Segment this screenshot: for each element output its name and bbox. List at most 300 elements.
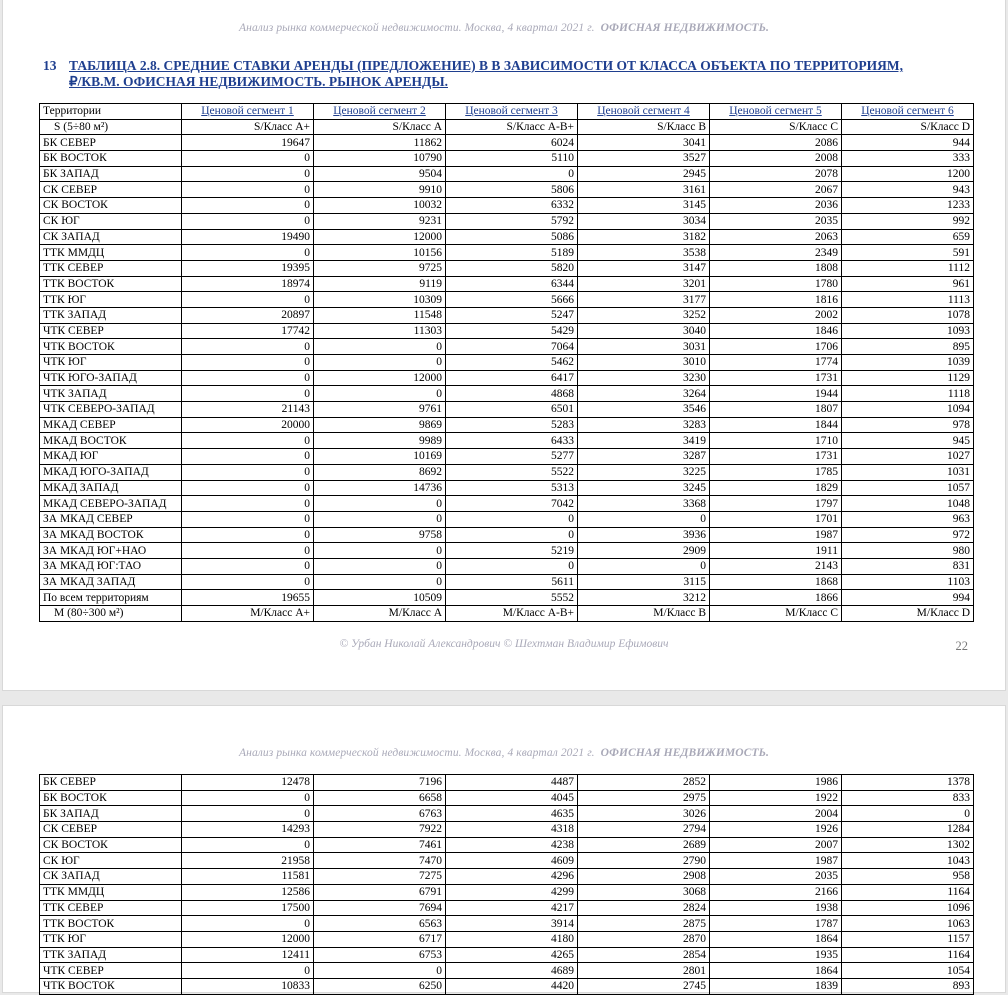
title-link[interactable] bbox=[69, 58, 903, 90]
rate-cell: 17742 bbox=[182, 323, 314, 339]
rate-cell: 0 bbox=[182, 386, 314, 402]
rate-cell: 10156 bbox=[314, 245, 446, 261]
rate-cell: 2078 bbox=[710, 166, 842, 182]
table-row bbox=[40, 417, 974, 433]
rate-cell: 4689 bbox=[446, 963, 578, 979]
rate-cell: 10169 bbox=[314, 449, 446, 465]
segment-link[interactable]: Ценовой сегмент 5 bbox=[710, 104, 842, 120]
territory-cell: ЗА МКАД ВОСТОК bbox=[40, 527, 182, 543]
territory-cell: ЧТК СЕВЕР bbox=[40, 323, 182, 339]
table-row bbox=[40, 884, 974, 900]
rate-cell: 9504 bbox=[314, 166, 446, 182]
rate-cell: 7922 bbox=[314, 822, 446, 838]
rate-cell: 7275 bbox=[314, 869, 446, 885]
class-label: S/Класс А+ bbox=[182, 119, 314, 135]
rate-cell: 1054 bbox=[842, 963, 974, 979]
rate-cell: 1926 bbox=[710, 822, 842, 838]
rate-cell: 0 bbox=[182, 355, 314, 371]
rate-cell: 1112 bbox=[842, 260, 974, 276]
rate-cell: 21958 bbox=[182, 853, 314, 869]
rate-cell: 1844 bbox=[710, 417, 842, 433]
rate-cell: 2870 bbox=[578, 931, 710, 947]
rate-cell: 12411 bbox=[182, 947, 314, 963]
rate-cell: 19395 bbox=[182, 260, 314, 276]
table-row bbox=[40, 464, 974, 480]
territory-cell: ЧТК СЕВЕРО-ЗАПАД bbox=[40, 402, 182, 418]
rate-cell: 3182 bbox=[578, 229, 710, 245]
rate-cell: 21143 bbox=[182, 402, 314, 418]
territory-cell: МКАД СЕВЕР bbox=[40, 417, 182, 433]
territory-cell: ЗА МКАД ЮГ:ТАО bbox=[40, 558, 182, 574]
rate-cell: 1706 bbox=[710, 339, 842, 355]
table-row bbox=[40, 480, 974, 496]
table-row bbox=[40, 307, 974, 323]
rate-cell: 6753 bbox=[314, 947, 446, 963]
rate-cell: 1774 bbox=[710, 355, 842, 371]
rate-cell: 0 bbox=[182, 916, 314, 932]
table-row bbox=[40, 323, 974, 339]
rate-cell: 1200 bbox=[842, 166, 974, 182]
segment-link[interactable]: Ценовой сегмент 4 bbox=[578, 104, 710, 120]
page-number: 22 bbox=[955, 639, 968, 653]
rate-cell: 2086 bbox=[710, 135, 842, 151]
footer-size-m: М (80÷300 м²) bbox=[40, 606, 182, 622]
rate-cell: 1164 bbox=[842, 947, 974, 963]
territory-cell: ТТК СЕВЕР bbox=[40, 900, 182, 916]
segment-link[interactable]: Ценовой сегмент 1 bbox=[182, 104, 314, 120]
rate-cell: 3230 bbox=[578, 370, 710, 386]
table-row bbox=[40, 790, 974, 806]
rate-cell: 2875 bbox=[578, 916, 710, 932]
rate-cell: 2002 bbox=[710, 307, 842, 323]
table-row bbox=[40, 386, 974, 402]
rate-cell: 1103 bbox=[842, 574, 974, 590]
rate-cell: 12000 bbox=[314, 229, 446, 245]
rate-cell: 5429 bbox=[446, 323, 578, 339]
header-row-classes bbox=[40, 119, 974, 135]
class-label: М/Класс В bbox=[578, 606, 710, 622]
rate-cell: 6332 bbox=[446, 198, 578, 214]
rate-cell: 6501 bbox=[446, 402, 578, 418]
rate-cell: 1096 bbox=[842, 900, 974, 916]
rate-cell: 9910 bbox=[314, 182, 446, 198]
rate-cell: 0 bbox=[578, 511, 710, 527]
rate-cell: 7470 bbox=[314, 853, 446, 869]
rate-cell: 5792 bbox=[446, 213, 578, 229]
rate-cell: 0 bbox=[182, 574, 314, 590]
rate-cell: 992 bbox=[842, 213, 974, 229]
running-header-section: ОФИСНАЯ НЕДВИЖИМОСТЬ. bbox=[600, 22, 769, 34]
class-label: М/Класс D bbox=[842, 606, 974, 622]
rate-cell: 1731 bbox=[710, 370, 842, 386]
rate-cell: 3527 bbox=[578, 151, 710, 167]
rate-cell: 0 bbox=[182, 370, 314, 386]
table-row bbox=[40, 947, 974, 963]
territory-cell: ЗА МКАД ЗАПАД bbox=[40, 574, 182, 590]
document-page-1 bbox=[3, 0, 1005, 690]
table-row bbox=[40, 543, 974, 559]
rate-cell: 0 bbox=[446, 511, 578, 527]
rate-cell: 2143 bbox=[710, 558, 842, 574]
rent-rates-table bbox=[39, 103, 974, 622]
rate-cell: 2854 bbox=[578, 947, 710, 963]
rate-cell: 1935 bbox=[710, 947, 842, 963]
rate-cell: 2745 bbox=[578, 978, 710, 994]
territory-cell: ТТК ММДЦ bbox=[40, 245, 182, 261]
rate-cell: 945 bbox=[842, 433, 974, 449]
rate-cell: 1839 bbox=[710, 978, 842, 994]
rate-cell: 978 bbox=[842, 417, 974, 433]
rate-cell: 6250 bbox=[314, 978, 446, 994]
rate-cell: 20000 bbox=[182, 417, 314, 433]
rate-cell: 0 bbox=[182, 166, 314, 182]
territory-cell: По всем территориям bbox=[40, 590, 182, 606]
rate-cell: 2349 bbox=[710, 245, 842, 261]
rate-cell: 18974 bbox=[182, 276, 314, 292]
rate-cell: 6563 bbox=[314, 916, 446, 932]
table-row bbox=[40, 590, 974, 606]
class-label: М/Класс А bbox=[314, 606, 446, 622]
rate-cell: 4609 bbox=[446, 853, 578, 869]
rate-cell: 3419 bbox=[578, 433, 710, 449]
rate-cell: 1093 bbox=[842, 323, 974, 339]
territory-cell: ЧТК ЗАПАД bbox=[40, 386, 182, 402]
territory-cell: СК ВОСТОК bbox=[40, 198, 182, 214]
rate-cell: 7042 bbox=[446, 496, 578, 512]
rate-cell: 3212 bbox=[578, 590, 710, 606]
rate-cell: 0 bbox=[446, 558, 578, 574]
rate-cell: 1922 bbox=[710, 790, 842, 806]
rate-cell: 10309 bbox=[314, 292, 446, 308]
rate-cell: 1987 bbox=[710, 527, 842, 543]
rate-cell: 4265 bbox=[446, 947, 578, 963]
rate-cell: 0 bbox=[182, 511, 314, 527]
rate-cell: 2007 bbox=[710, 837, 842, 853]
rate-cell: 1063 bbox=[842, 916, 974, 932]
rate-cell: 4180 bbox=[446, 931, 578, 947]
running-header-section: ОФИСНАЯ НЕДВИЖИМОСТЬ. bbox=[600, 747, 769, 759]
rate-cell: 1807 bbox=[710, 402, 842, 418]
rate-cell: 10790 bbox=[314, 151, 446, 167]
rate-cell: 0 bbox=[182, 292, 314, 308]
table-row bbox=[40, 229, 974, 245]
class-label: S/Класс А-В+ bbox=[446, 119, 578, 135]
territory-cell: ТТК ММДЦ bbox=[40, 884, 182, 900]
territory-cell: СК ЮГ bbox=[40, 853, 182, 869]
copyright: © Урбан Николай Александрович © Шехтман Владимир Ефимович bbox=[339, 638, 669, 650]
rate-cell: 2824 bbox=[578, 900, 710, 916]
territory-cell: СК ЮГ bbox=[40, 213, 182, 229]
rate-cell: 2794 bbox=[578, 822, 710, 838]
rate-cell: 1868 bbox=[710, 574, 842, 590]
rate-cell: 3287 bbox=[578, 449, 710, 465]
class-label: М/Класс А-В+ bbox=[446, 606, 578, 622]
rate-cell: 9119 bbox=[314, 276, 446, 292]
territory-cell: ЧТК СЕВЕР bbox=[40, 963, 182, 979]
rate-cell: 831 bbox=[842, 558, 974, 574]
rate-cell: 333 bbox=[842, 151, 974, 167]
rate-cell: 1785 bbox=[710, 464, 842, 480]
rate-cell: 2004 bbox=[710, 806, 842, 822]
territory-cell: ТТК ВОСТОК bbox=[40, 276, 182, 292]
rate-cell: 591 bbox=[842, 245, 974, 261]
territory-cell: СК ВОСТОК bbox=[40, 837, 182, 853]
territory-cell: МКАД ВОСТОК bbox=[40, 433, 182, 449]
rate-cell: 972 bbox=[842, 527, 974, 543]
rate-cell: 2801 bbox=[578, 963, 710, 979]
rate-cell: 2035 bbox=[710, 869, 842, 885]
table-row bbox=[40, 869, 974, 885]
territory-cell: ТТК ЮГ bbox=[40, 931, 182, 947]
rate-cell: 0 bbox=[182, 182, 314, 198]
territory-cell: СК СЕВЕР bbox=[40, 822, 182, 838]
rate-cell: 0 bbox=[182, 198, 314, 214]
rate-cell: 1048 bbox=[842, 496, 974, 512]
rate-cell: 1164 bbox=[842, 884, 974, 900]
table-row bbox=[40, 433, 974, 449]
table-row bbox=[40, 402, 974, 418]
rate-cell: 3368 bbox=[578, 496, 710, 512]
rate-cell: 4420 bbox=[446, 978, 578, 994]
rate-cell: 4318 bbox=[446, 822, 578, 838]
rate-cell: 19490 bbox=[182, 229, 314, 245]
rate-cell: 1780 bbox=[710, 276, 842, 292]
rate-cell: 4238 bbox=[446, 837, 578, 853]
rate-cell: 4045 bbox=[446, 790, 578, 806]
rate-cell: 5189 bbox=[446, 245, 578, 261]
rate-cell: 0 bbox=[182, 837, 314, 853]
rate-cell: 3161 bbox=[578, 182, 710, 198]
rate-cell: 1057 bbox=[842, 480, 974, 496]
territory-cell: МКАД ЮГО-ЗАПАД bbox=[40, 464, 182, 480]
class-label: S/Класс А bbox=[314, 119, 446, 135]
rate-cell: 6344 bbox=[446, 276, 578, 292]
rate-cell: 8692 bbox=[314, 464, 446, 480]
rate-cell: 5247 bbox=[446, 307, 578, 323]
rate-cell: 0 bbox=[182, 339, 314, 355]
rate-cell: 1302 bbox=[842, 837, 974, 853]
rate-cell: 5522 bbox=[446, 464, 578, 480]
territory-cell: ТТК ВОСТОК bbox=[40, 916, 182, 932]
rate-cell: 0 bbox=[182, 213, 314, 229]
segment-link[interactable]: Ценовой сегмент 2 bbox=[314, 104, 446, 120]
rate-cell: 0 bbox=[842, 806, 974, 822]
table-row bbox=[40, 449, 974, 465]
territory-cell: БК ЗАПАД bbox=[40, 166, 182, 182]
rate-cell: 0 bbox=[182, 433, 314, 449]
rate-cell: 944 bbox=[842, 135, 974, 151]
rate-cell: 9758 bbox=[314, 527, 446, 543]
segment-link[interactable]: Ценовой сегмент 3 bbox=[446, 104, 578, 120]
rate-cell: 0 bbox=[182, 806, 314, 822]
rate-cell: 19655 bbox=[182, 590, 314, 606]
table-row bbox=[40, 775, 974, 791]
territory-cell: ТТК СЕВЕР bbox=[40, 260, 182, 276]
table-row bbox=[40, 558, 974, 574]
rate-cell: 0 bbox=[314, 386, 446, 402]
rate-cell: 3538 bbox=[578, 245, 710, 261]
rate-cell: 20897 bbox=[182, 307, 314, 323]
table-row bbox=[40, 198, 974, 214]
rate-cell: 2790 bbox=[578, 853, 710, 869]
rate-cell: 6763 bbox=[314, 806, 446, 822]
rate-cell: 5462 bbox=[446, 355, 578, 371]
rate-cell: 3145 bbox=[578, 198, 710, 214]
rate-cell: 833 bbox=[842, 790, 974, 806]
class-label: S/Класс С bbox=[710, 119, 842, 135]
rate-cell: 0 bbox=[182, 558, 314, 574]
header-row-segments bbox=[40, 104, 974, 120]
territory-cell: СК ЗАПАД bbox=[40, 869, 182, 885]
rate-cell: 3225 bbox=[578, 464, 710, 480]
rate-cell: 893 bbox=[842, 978, 974, 994]
rate-cell: 11862 bbox=[314, 135, 446, 151]
table-row bbox=[40, 292, 974, 308]
rate-cell: 6024 bbox=[446, 135, 578, 151]
rate-cell: 0 bbox=[182, 449, 314, 465]
rate-cell: 1866 bbox=[710, 590, 842, 606]
rate-cell: 14736 bbox=[314, 480, 446, 496]
rate-cell: 1864 bbox=[710, 963, 842, 979]
rate-cell: 7064 bbox=[446, 339, 578, 355]
rate-cell: 6717 bbox=[314, 931, 446, 947]
rate-cell: 7196 bbox=[314, 775, 446, 791]
header-size-s: S (5÷80 м²) bbox=[40, 119, 182, 135]
rate-cell: 1986 bbox=[710, 775, 842, 791]
rate-cell: 3010 bbox=[578, 355, 710, 371]
rate-cell: 4635 bbox=[446, 806, 578, 822]
rate-cell: 1039 bbox=[842, 355, 974, 371]
rate-cell: 5611 bbox=[446, 574, 578, 590]
rate-cell: 1787 bbox=[710, 916, 842, 932]
territory-cell: ТТК ЗАПАД bbox=[40, 947, 182, 963]
rate-cell: 6433 bbox=[446, 433, 578, 449]
territory-cell: БК СЕВЕР bbox=[40, 135, 182, 151]
rate-cell: 3115 bbox=[578, 574, 710, 590]
territory-cell: СК СЕВЕР bbox=[40, 182, 182, 198]
rate-cell: 2063 bbox=[710, 229, 842, 245]
rate-cell: 10833 bbox=[182, 978, 314, 994]
rate-cell: 5313 bbox=[446, 480, 578, 496]
rate-cell: 5219 bbox=[446, 543, 578, 559]
rate-cell: 5110 bbox=[446, 151, 578, 167]
table-row bbox=[40, 135, 974, 151]
rate-cell: 1078 bbox=[842, 307, 974, 323]
rate-cell: 1027 bbox=[842, 449, 974, 465]
rate-cell: 1864 bbox=[710, 931, 842, 947]
rate-cell: 9869 bbox=[314, 417, 446, 433]
class-label: S/Класс D bbox=[842, 119, 974, 135]
territory-cell: ЗА МКАД СЕВЕР bbox=[40, 511, 182, 527]
rate-cell: 980 bbox=[842, 543, 974, 559]
territory-cell: БК ВОСТОК bbox=[40, 790, 182, 806]
rate-cell: 5086 bbox=[446, 229, 578, 245]
rate-cell: 1829 bbox=[710, 480, 842, 496]
rate-cell: 1118 bbox=[842, 386, 974, 402]
table-row bbox=[40, 822, 974, 838]
rate-cell: 0 bbox=[314, 496, 446, 512]
rate-cell: 10509 bbox=[314, 590, 446, 606]
rate-cell: 7461 bbox=[314, 837, 446, 853]
rate-cell: 0 bbox=[182, 464, 314, 480]
segment-link[interactable]: Ценовой сегмент 6 bbox=[842, 104, 974, 120]
rate-cell: 3147 bbox=[578, 260, 710, 276]
rate-cell: 6417 bbox=[446, 370, 578, 386]
rate-cell: 2945 bbox=[578, 166, 710, 182]
rate-cell: 0 bbox=[314, 963, 446, 979]
rate-cell: 1113 bbox=[842, 292, 974, 308]
table-row bbox=[40, 963, 974, 979]
rate-cell: 5806 bbox=[446, 182, 578, 198]
table-row bbox=[40, 574, 974, 590]
rate-cell: 1031 bbox=[842, 464, 974, 480]
rate-cell: 0 bbox=[182, 480, 314, 496]
rate-cell: 2036 bbox=[710, 198, 842, 214]
table-row bbox=[40, 496, 974, 512]
rate-cell: 0 bbox=[314, 558, 446, 574]
territory-cell: МКАД ЮГ bbox=[40, 449, 182, 465]
class-label: М/Класс А+ bbox=[182, 606, 314, 622]
rate-cell: 17500 bbox=[182, 900, 314, 916]
table-row bbox=[40, 931, 974, 947]
document-page-2 bbox=[3, 706, 1005, 992]
table-row bbox=[40, 916, 974, 932]
rate-cell: 1987 bbox=[710, 853, 842, 869]
rate-cell: 0 bbox=[182, 245, 314, 261]
rate-cell: 5283 bbox=[446, 417, 578, 433]
rate-cell: 12000 bbox=[182, 931, 314, 947]
rate-cell: 2909 bbox=[578, 543, 710, 559]
rate-cell: 3201 bbox=[578, 276, 710, 292]
rate-cell: 0 bbox=[182, 151, 314, 167]
rate-cell: 5820 bbox=[446, 260, 578, 276]
rate-cell: 9761 bbox=[314, 402, 446, 418]
rate-cell: 2908 bbox=[578, 869, 710, 885]
rate-cell: 1731 bbox=[710, 449, 842, 465]
rate-cell: 3068 bbox=[578, 884, 710, 900]
running-header bbox=[3, 22, 1005, 34]
rate-cell: 1701 bbox=[710, 511, 842, 527]
rate-cell: 0 bbox=[314, 574, 446, 590]
rate-cell: 3252 bbox=[578, 307, 710, 323]
rate-cell: 3264 bbox=[578, 386, 710, 402]
rate-cell: 14293 bbox=[182, 822, 314, 838]
rate-cell: 5277 bbox=[446, 449, 578, 465]
table-row bbox=[40, 355, 974, 371]
rate-cell: 1094 bbox=[842, 402, 974, 418]
running-header-text: Анализ рынка коммерческой недвижимости. Москва, 4 квартал 2021 г. bbox=[239, 22, 595, 34]
rate-cell: 3936 bbox=[578, 527, 710, 543]
rate-cell: 3177 bbox=[578, 292, 710, 308]
rate-cell: 0 bbox=[314, 355, 446, 371]
rate-cell: 4299 bbox=[446, 884, 578, 900]
rate-cell: 2008 bbox=[710, 151, 842, 167]
title-line-2: ₽/КВ.М. ОФИСНАЯ НЕДВИЖИМОСТЬ. РЫНОК АРЕНДЫ. bbox=[69, 74, 448, 89]
table-row bbox=[40, 245, 974, 261]
rate-cell: 0 bbox=[314, 339, 446, 355]
table-row bbox=[40, 276, 974, 292]
rate-cell: 0 bbox=[182, 963, 314, 979]
rate-cell: 2035 bbox=[710, 213, 842, 229]
table-row bbox=[40, 260, 974, 276]
rate-cell: 11548 bbox=[314, 307, 446, 323]
table-row bbox=[40, 339, 974, 355]
rate-cell: 659 bbox=[842, 229, 974, 245]
rate-cell: 4217 bbox=[446, 900, 578, 916]
rate-cell: 1846 bbox=[710, 323, 842, 339]
rate-cell: 3031 bbox=[578, 339, 710, 355]
rate-cell: 1157 bbox=[842, 931, 974, 947]
